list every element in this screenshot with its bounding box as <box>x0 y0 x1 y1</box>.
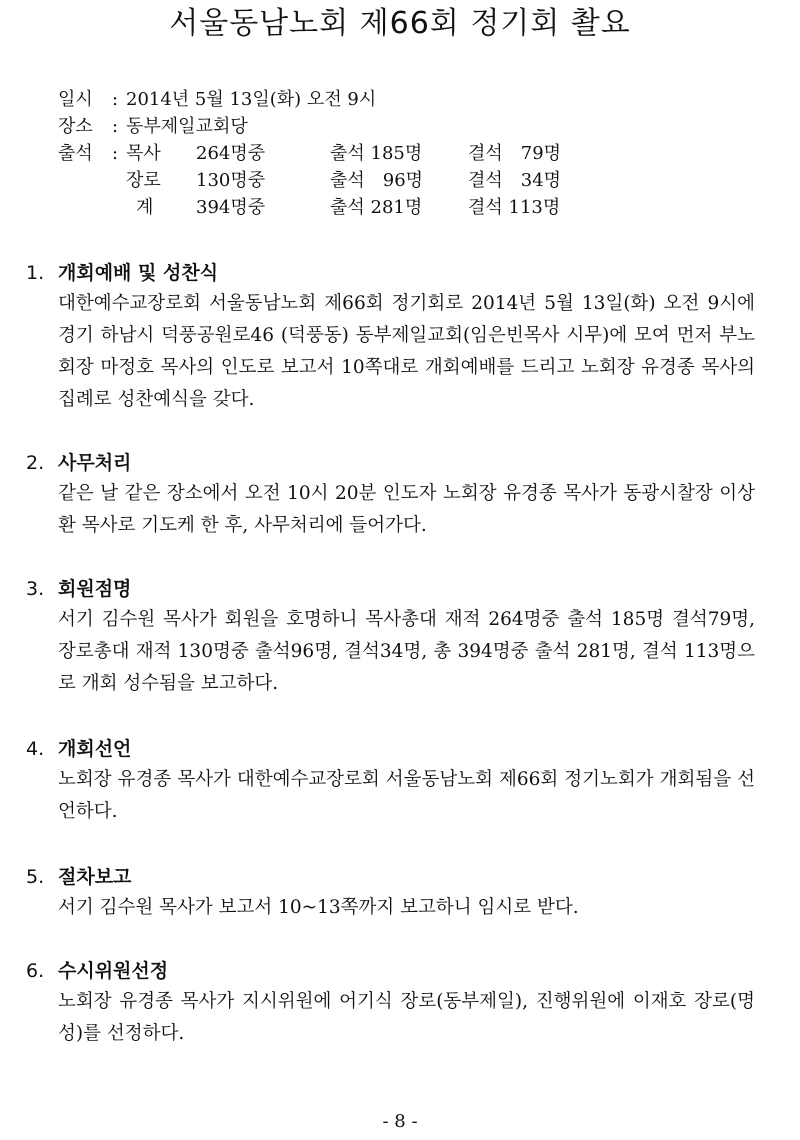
section-roll-call <box>26 574 766 700</box>
section-number: 2. <box>26 452 45 474</box>
section-title: 절차보고 <box>58 866 132 888</box>
section-heading <box>26 862 766 892</box>
colon: : <box>112 89 119 110</box>
attendance-total: 264명중 <box>196 143 266 164</box>
attendance-present: 출석 96명 <box>330 170 424 191</box>
attendance-present: 출석 281명 <box>330 197 423 218</box>
section-title: 개회선언 <box>58 738 132 760</box>
section-number: 3. <box>26 578 45 600</box>
attendance-absent: 결석 34명 <box>468 170 562 191</box>
section-procedure-report <box>26 862 766 924</box>
section-heading <box>26 734 766 764</box>
colon: : <box>112 116 119 137</box>
attendance-absent: 결석 113명 <box>468 197 561 218</box>
section-opening-declaration <box>26 734 766 828</box>
place-label: 장소 <box>58 116 93 137</box>
section-number: 1. <box>26 262 45 284</box>
attendance-label: 출석 <box>58 143 93 164</box>
page-number: - 8 - <box>382 1111 418 1132</box>
section-business <box>26 448 766 542</box>
section-body: 대한예수교장로회 서울동남노회 제66회 정기회로 2014년 5월 13일(화) 오전 9시에 경기 하남시 덕풍공원로46 (덕풍동) 동부제일교회(임은빈목사 시무)에 모여 먼저 부노회장 마정호 목사의 인도로 보고서 10쪽대로 개회예배를 드리고 노회장 유경종 목사의 집례로 성찬예식을 갖다. <box>58 293 755 410</box>
attendance-role: 장로 <box>126 170 161 191</box>
section-title: 개회예배 및 성찬식 <box>58 262 219 284</box>
section-number: 6. <box>26 960 45 982</box>
attendance-role: 목사 <box>126 143 161 164</box>
attendance-total: 394명중 <box>196 197 266 218</box>
section-committee-selection <box>26 956 766 1050</box>
section-title: 사무처리 <box>58 452 132 474</box>
section-heading <box>26 258 766 288</box>
section-body: 서기 김수원 목사가 보고서 10~13쪽까지 보고하니 임시로 받다. <box>58 897 579 918</box>
section-number: 4. <box>26 738 45 760</box>
attendance-total: 130명중 <box>196 170 266 191</box>
attendance-role: 계 <box>136 197 154 218</box>
section-body: 같은 날 같은 장소에서 오전 10시 20분 인도자 노회장 유경종 목사가 동광시찰장 이상환 목사로 기도케 한 후, 사무처리에 들어가다. <box>58 483 755 536</box>
colon: : <box>112 143 119 164</box>
section-heading <box>26 574 766 604</box>
attendance-present: 출석 185명 <box>330 143 423 164</box>
attendance-absent: 결석 79명 <box>468 143 562 164</box>
place-value: 동부제일교회당 <box>126 116 248 137</box>
section-heading <box>26 956 766 986</box>
section-body: 노회장 유경종 목사가 지시위원에 어기식 장로(동부제일), 진행위원에 이재호 장로(명성)를 선정하다. <box>58 991 755 1044</box>
section-title: 회원점명 <box>58 578 132 600</box>
datetime-label: 일시 <box>58 89 93 110</box>
section-body: 서기 김수원 목사가 회원을 호명하니 목사총대 재적 264명중 출석 185명 결석79명, 장로총대 재적 130명중 출석96명, 결석34명, 총 394명중 출석 281명, 결석 113명으로 개회 성수됨을 보고하다. <box>58 609 755 694</box>
section-opening-worship <box>26 258 766 416</box>
section-heading <box>26 448 766 478</box>
datetime-value: 2014년 5월 13일(화) 오전 9시 <box>126 89 377 110</box>
section-body: 노회장 유경종 목사가 대한예수교장로회 서울동남노회 제66회 정기노회가 개회됨을 선언하다. <box>58 769 755 822</box>
section-title: 수시위원선정 <box>58 960 169 982</box>
page-title: 서울동남노회 제66회 정기회 촬요 <box>169 6 631 41</box>
section-number: 5. <box>26 866 45 888</box>
